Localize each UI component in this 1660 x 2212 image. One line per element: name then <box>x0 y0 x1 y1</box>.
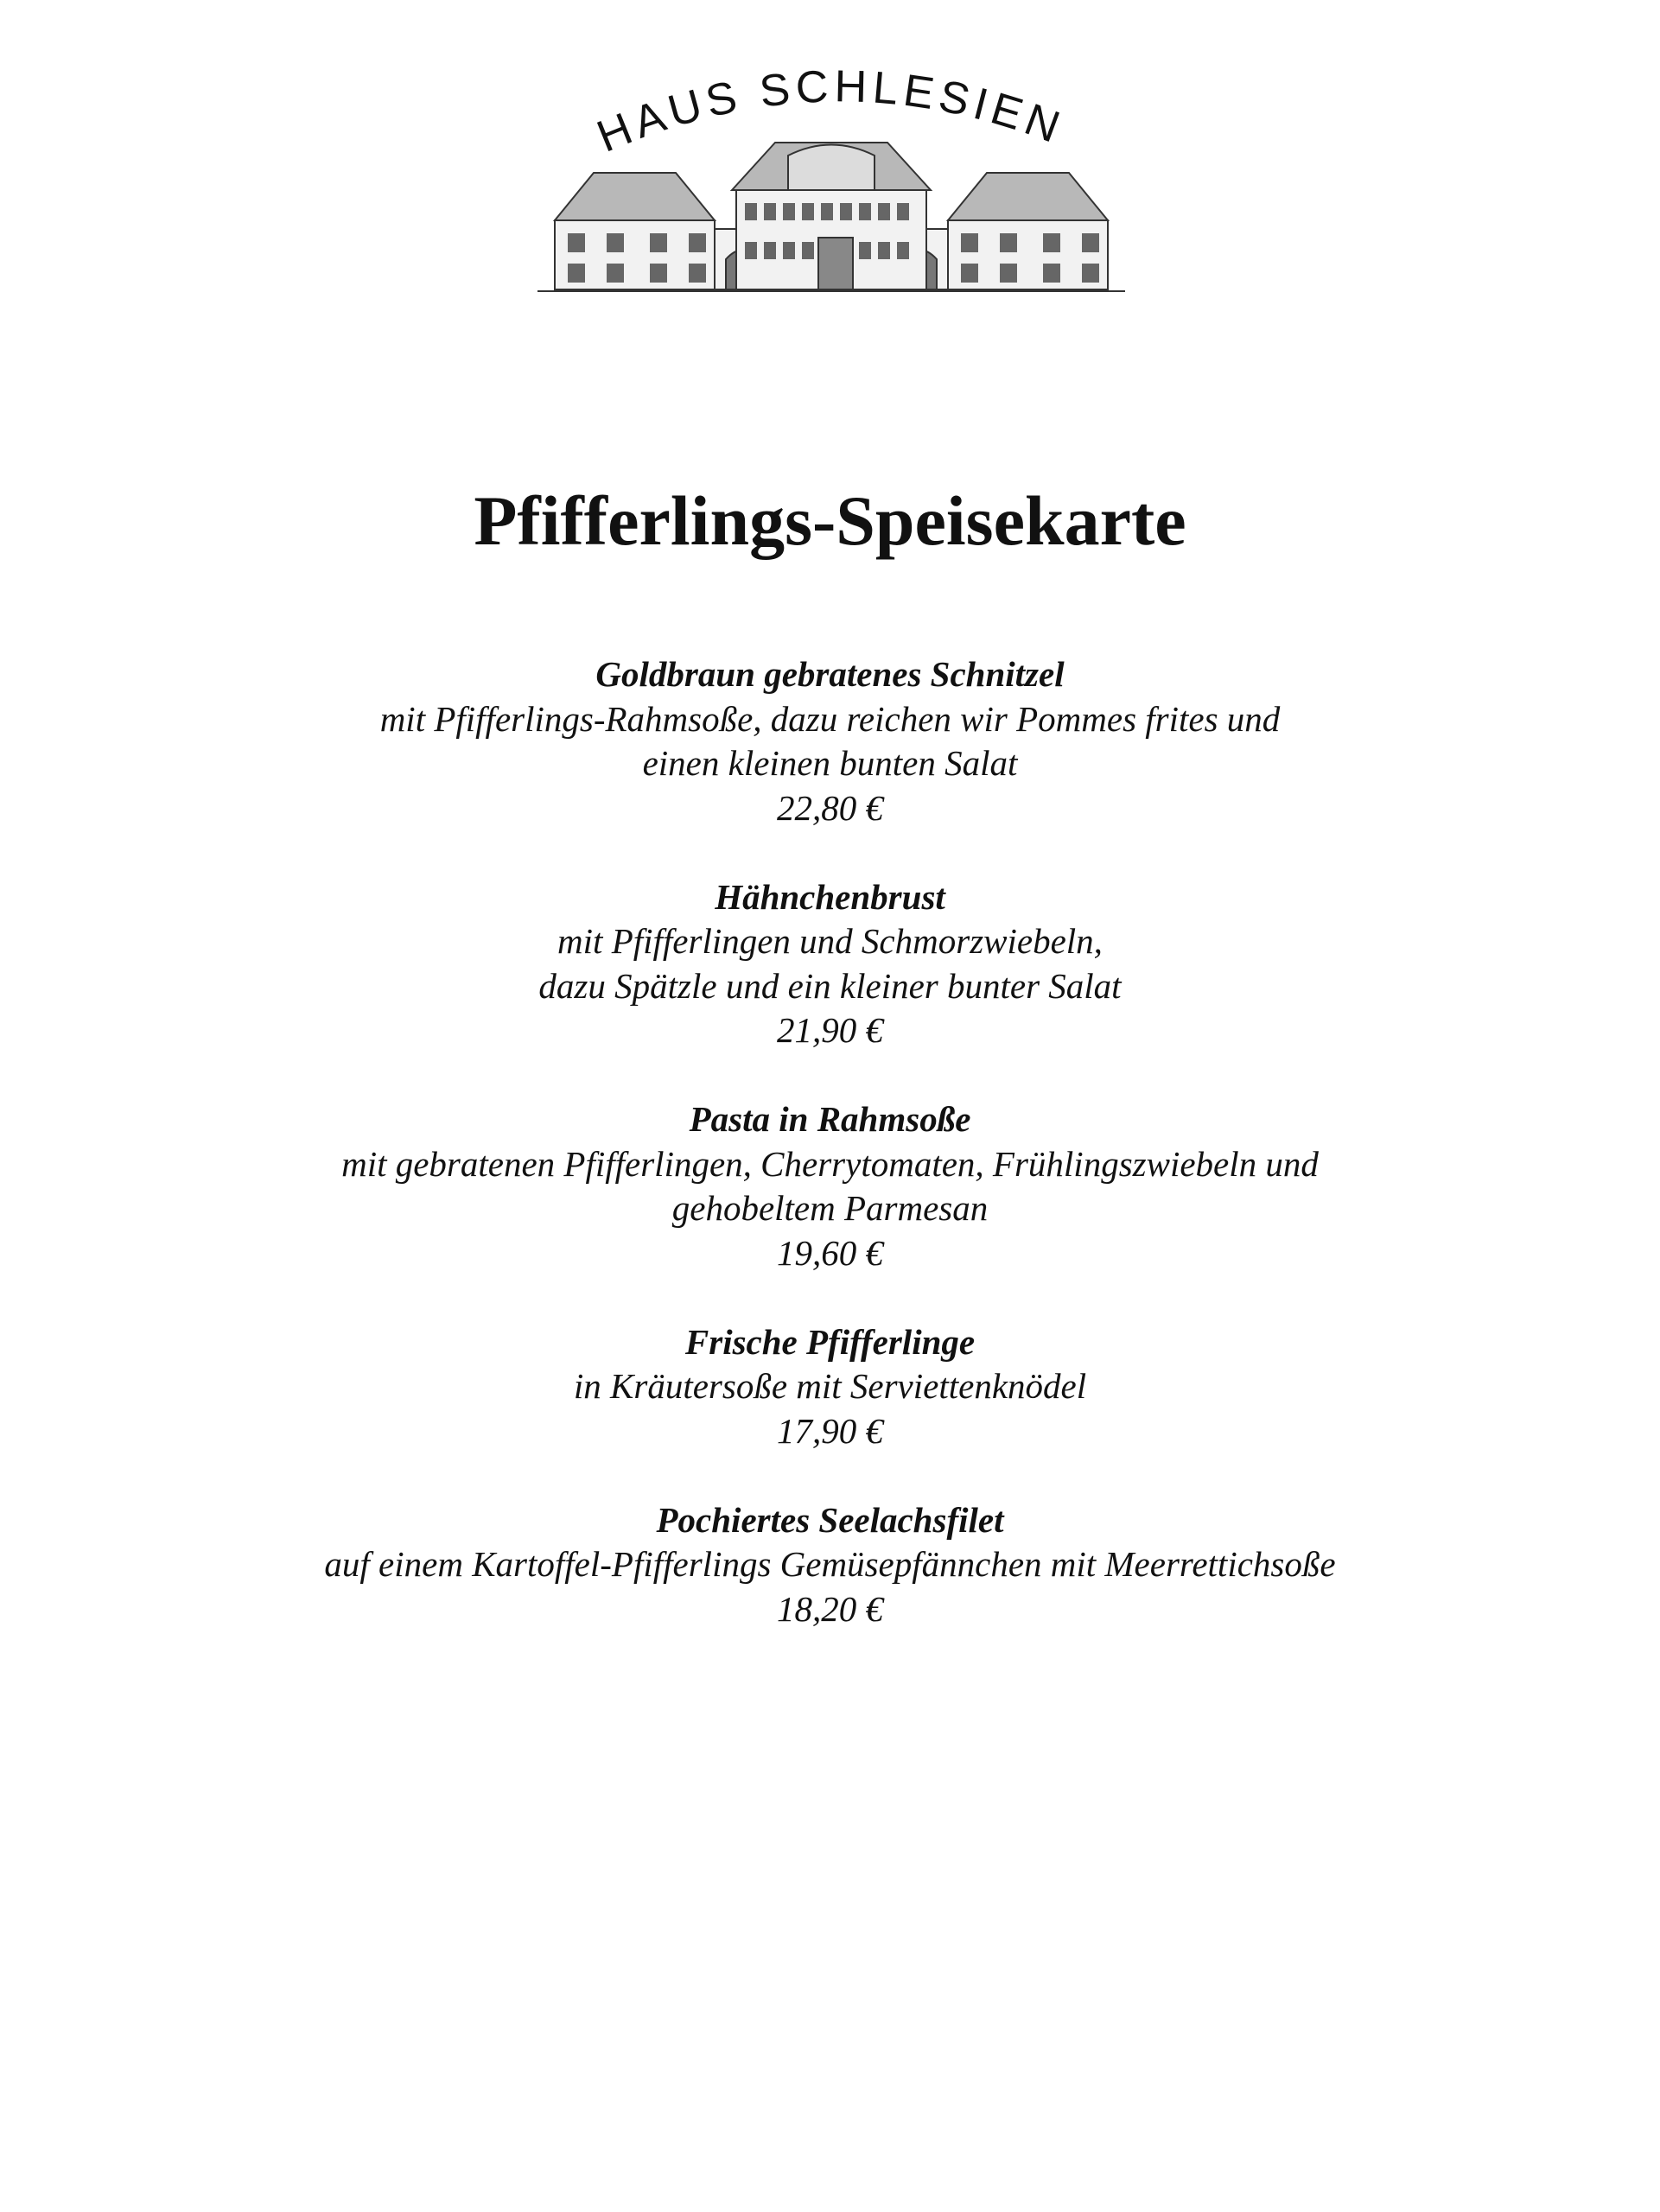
dish-description: in Kräutersoße mit Serviettenknödel <box>573 1366 1087 1406</box>
dish-description: mit Pfifferlingen und Schmorzwiebeln, <box>557 921 1103 961</box>
dish-description: dazu Spätzle und ein kleiner bunter Salat <box>538 965 1122 1006</box>
menu-item <box>0 875 1660 1053</box>
menu-list <box>0 652 1660 1676</box>
dish-price: 17,90 € <box>777 1410 883 1451</box>
dish-description: gehobeltem Parmesan <box>671 1188 989 1228</box>
dish-name: Hähnchenbrust <box>715 876 945 917</box>
menu-item <box>0 1320 1660 1454</box>
logo <box>529 52 1134 298</box>
manor-house-icon <box>529 52 1134 298</box>
dish-description: auf einem Kartoffel-Pfifferlings Gemüsepfännchen mit Meerrettichsoße <box>324 1544 1336 1584</box>
dish-price: 21,90 € <box>777 1010 883 1050</box>
menu-item <box>0 1097 1660 1275</box>
logo-text: HAUS SCHLESIEN <box>590 61 1072 162</box>
menu-item <box>0 652 1660 830</box>
dish-name: Pochiertes Seelachsfilet <box>656 1499 1004 1540</box>
page-title: Pfifferlings-Speisekarte <box>474 481 1186 560</box>
dish-price: 19,60 € <box>777 1232 883 1273</box>
menu-item <box>0 1498 1660 1632</box>
dish-description: mit gebratenen Pfifferlingen, Cherrytomaten, Frühlingszwiebeln und <box>341 1143 1319 1184</box>
dish-price: 18,20 € <box>777 1588 883 1629</box>
dish-name: Frische Pfifferlinge <box>684 1321 976 1362</box>
dish-price: 22,80 € <box>777 787 883 828</box>
dish-description: mit Pfifferlings-Rahmsoße, dazu reichen wir Pommes frites und <box>379 698 1281 739</box>
dish-description: einen kleinen bunten Salat <box>642 743 1018 783</box>
dish-name: Goldbraun gebratenes Schnitzel <box>595 654 1065 694</box>
dish-name: Pasta in Rahmsoße <box>689 1099 971 1139</box>
